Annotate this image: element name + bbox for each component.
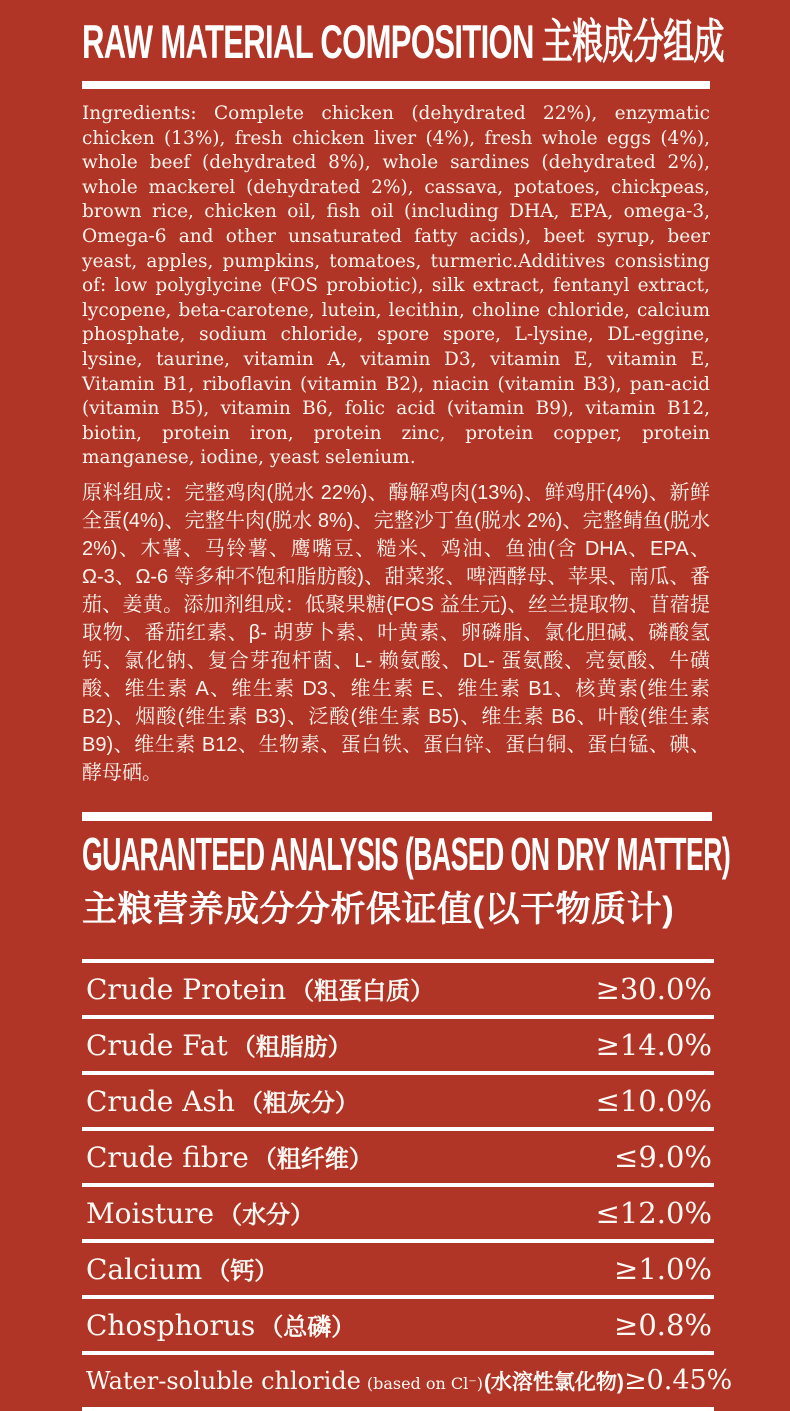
row-label-note: (based on Cl⁻) (366, 1373, 483, 1393)
analysis-row-crude-fat (82, 1019, 714, 1075)
title-underline-bar (82, 81, 710, 89)
row-value: ≥0.8% (614, 1307, 712, 1342)
analysis-row-moisture (82, 1187, 714, 1243)
row-label-en: Calcium (86, 1253, 203, 1287)
row-label-en: Crude Fat (86, 1029, 228, 1063)
analysis-row-calcium (82, 1243, 714, 1299)
row-label-zh: （粗纤维） (252, 1146, 373, 1174)
guaranteed-analysis-table (82, 959, 733, 1411)
guaranteed-analysis-title-en: GUARANTEED ANALYSIS (BASED ON DRY MATTER) (82, 827, 731, 880)
row-label-zh: （粗脂肪） (231, 1034, 352, 1062)
analysis-row-phosphorus (82, 1299, 714, 1355)
guaranteed-analysis-title-zh: 主粮营养成分分析保证值(以干物质计) (82, 889, 675, 929)
analysis-row-crude-protein (82, 963, 714, 1019)
row-label-zh: （粗灰分） (238, 1090, 359, 1118)
section-divider-bar (82, 812, 712, 821)
row-value: ≥14.0% (595, 1027, 712, 1062)
analysis-row-crude-fibre (82, 1131, 714, 1187)
row-label-zh: （总磷） (259, 1314, 356, 1342)
row-label-zh: （水分） (218, 1202, 315, 1230)
row-value: ≤9.0% (614, 1139, 712, 1174)
raw-material-section-header (82, 15, 724, 78)
row-label-en: Chosphorus (86, 1309, 256, 1343)
row-label-en: Crude Protein (86, 973, 287, 1007)
row-value: ≤12.0% (595, 1195, 712, 1230)
analysis-row-crude-ash (82, 1075, 714, 1131)
raw-material-title: RAW MATERIAL COMPOSITION 主粮成分组成 (82, 15, 724, 68)
guaranteed-analysis-section-header (82, 827, 731, 889)
analysis-row-water-soluble-chloride (82, 1355, 733, 1411)
row-value: ≤10.0% (595, 1083, 712, 1118)
row-value: ≥0.45% (623, 1365, 733, 1397)
row-label-en: Crude fibre (86, 1141, 249, 1175)
row-label-zh: （粗蛋白质） (290, 978, 435, 1006)
row-value: ≥30.0% (595, 971, 712, 1006)
row-label-zh: (水溶性氯化物) (483, 1370, 624, 1394)
ingredients-paragraph-english: Ingredients: Complete chicken (dehydrated 22%), enzymatic chicken (13%), fresh chicken liver (4%), fresh whole eggs (4%), whole beef (dehydrated 8%), whole sardines (dehydrated 2%), whole mackerel (dehydrated 2%), cassava, potatoes, chickpeas, brown rice, chicken oil, fish oil (including DHA, EPA, omega-3, Omega-6 and other unsaturated fatty acids), beet syrup, beer yeast, apples, pumpkins, tomatoes, turmeric.Additives consisting of: low polyglycine (FOS probiotic), silk extract, fentanyl extract, lycopene, beta-carotene, lutein, lecithin, choline chloride, calcium phosphate, sodium chloride, spore spore, L-lysine, DL-eggine, lysine, taurine, vitamin A, vitamin D3, vitamin E, vitamin E, Vitamin B1, riboflavin (vitamin B2), niacin (vitamin B3), pan-acid (vitamin B5), vitamin B6, folic acid (vitamin B9), vitamin B12, biotin, protein iron, protein zinc, protein copper, protein manganese, iodine, yeast selenium. (82, 103, 710, 469)
row-label-zh: （钙） (206, 1258, 279, 1286)
ingredients-paragraph-chinese: 原料组成：完整鸡肉(脱水 22%)、酶解鸡肉(13%)、鲜鸡肝(4%)、新鲜全蛋(4%)、完整牛肉(脱水 8%)、完整沙丁鱼(脱水 2%)、完整鲭鱼(脱水 2%)、木薯、马铃薯、鹰嘴豆、糙米、鸡油、鱼油(含 DHA、EPA、Ω-3、Ω-6 等多种不饱和脂肪酸)、甜菜浆、啤酒酵母、苹果、南瓜、番茄、姜黄。添加剂组成：低聚果糖(FOS 益生元)、丝兰提取物、苜蓿提取物、番茄红素、β- 胡萝卜素、叶黄素、卵磷脂、氯化胆碱、磷酸氢钙、氯化钠、复合芽孢杆菌、L- 赖氨酸、DL- 蛋氨酸、亮氨酸、牛磺酸、维生素 A、维生素 D3、维生素 E、维生素 B1、核黄素(维生素 B2)、烟酸(维生素 B3)、泛酸(维生素 B5)、维生素 B6、叶酸(维生素 B9)、维生素 B12、生物素、蛋白铁、蛋白锌、蛋白铜、蛋白锰、碘、酵母硒。 (82, 481, 710, 784)
row-label-en: Moisture (86, 1197, 215, 1231)
row-label-en: Water-soluble chloride (86, 1366, 361, 1395)
row-label-en: Crude Ash (86, 1085, 235, 1119)
row-value: ≥1.0% (614, 1251, 712, 1286)
